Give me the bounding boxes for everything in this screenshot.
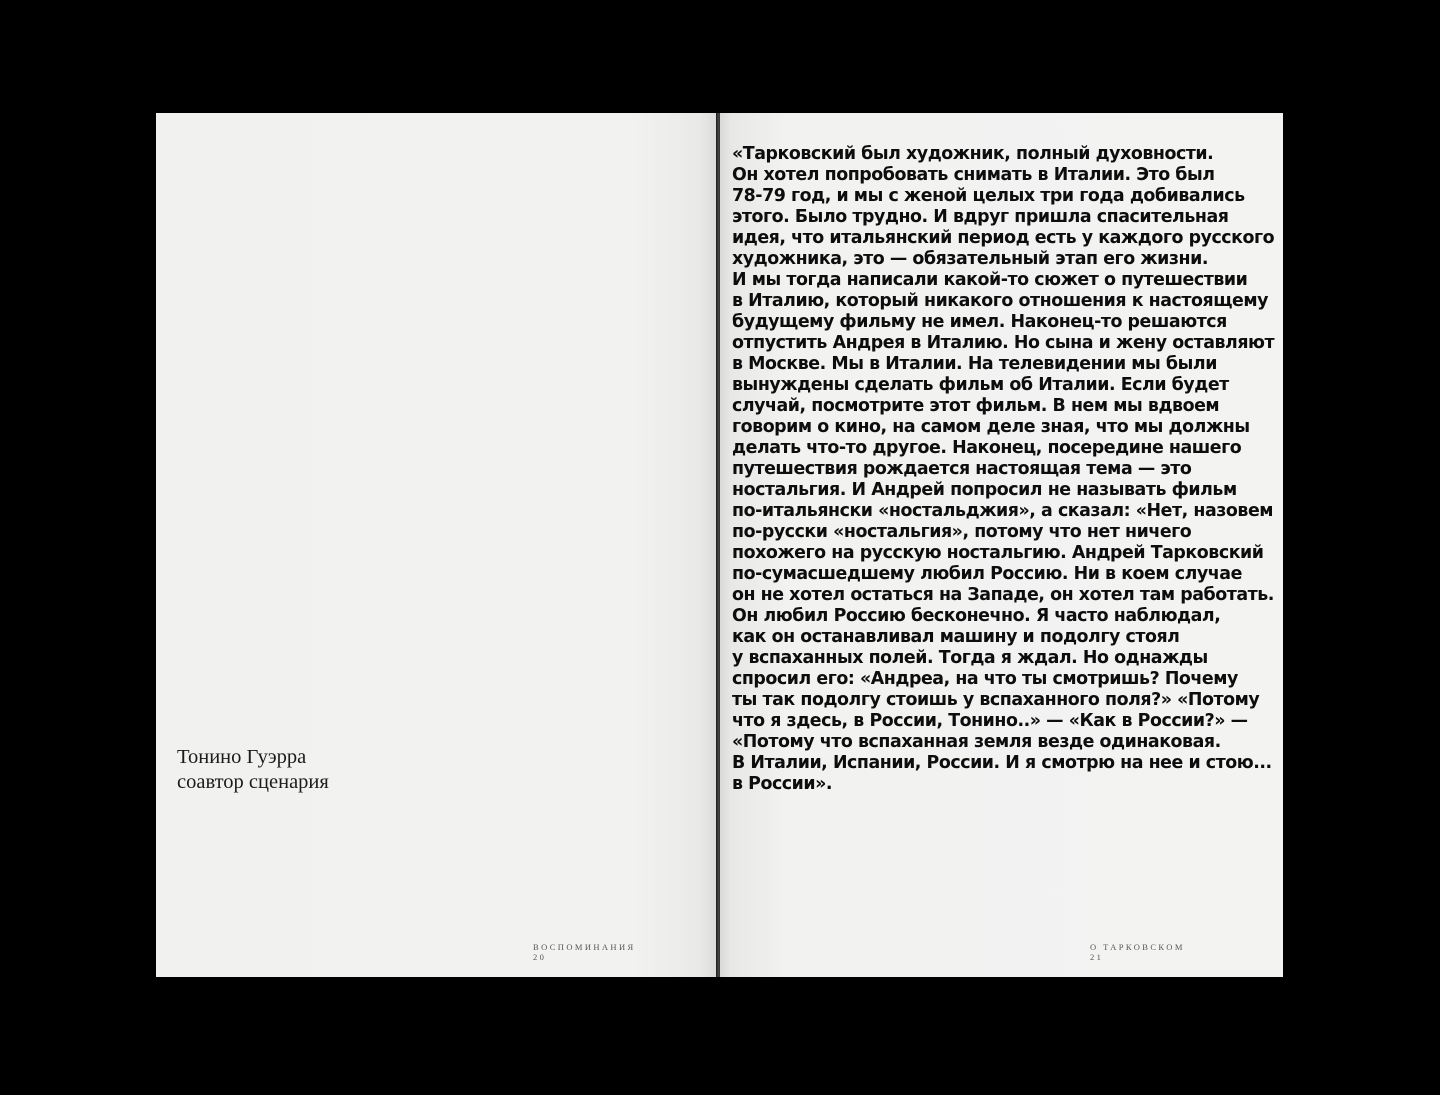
quote-line: будущему фильму не имел. Наконец-то решаются	[732, 312, 1227, 332]
quote-line: у вспаханных полей. Тогда я ждал. Но однажды	[732, 648, 1208, 668]
quote-line: идея, что итальянский период есть у каждого русского	[732, 228, 1275, 248]
author-role: соавтор сценария	[177, 771, 329, 793]
quote-line: ты так подолгу стоишь у вспаханного поля?» «Потому	[732, 690, 1260, 710]
quote-line: вынуждены сделать фильм об Италии. Если будет	[732, 375, 1229, 395]
left-page-number: 20	[533, 952, 547, 962]
quote-line: отпустить Андрея в Италию. Но сына и жену оставляют	[732, 333, 1275, 353]
quote-line: по-итальянски «ностальджия», а сказал: «Нет, назовем	[732, 501, 1274, 521]
right-page-number: 21	[1090, 952, 1104, 962]
quote-line: по-сумасшедшему любил Россию. Ни в коем случае	[732, 564, 1242, 584]
quote-line: в России».	[732, 774, 833, 794]
quote-line: Он любил Россию бесконечно. Я часто наблюдал,	[732, 606, 1221, 626]
quote-line: ностальгия. И Андрей попросил не называть фильм	[732, 480, 1237, 500]
quote-line: Он хотел попробовать снимать в Италии. Это был	[732, 165, 1215, 185]
author-credit	[177, 745, 329, 795]
left-folio	[533, 942, 636, 962]
quote-line: 78-79 год, и мы с женой целых три года добивались	[732, 186, 1245, 206]
quote-line: делать что-то другое. Наконец, посередине нашего	[732, 438, 1242, 458]
quote-line: он не хотел остаться на Западе, он хотел там работать.	[732, 585, 1274, 605]
quote-line: в Италию, который никакого отношения к настоящему	[732, 291, 1268, 311]
quote-line: этого. Было трудно. И вдруг пришла спасительная	[732, 207, 1229, 227]
quote-line: как он останавливал машину и подолгу стоял	[732, 627, 1180, 647]
right-page	[720, 113, 1283, 977]
quote-line: в Москве. Мы в Италии. На телевидении мы были	[732, 354, 1217, 374]
quote-line: И мы тогда написали какой-то сюжет о путешествии	[732, 270, 1248, 290]
quote-line: художника, это — обязательный этап его жизни.	[732, 249, 1209, 269]
quote-line: что я здесь, в России, Тонино..» — «Как в России?» —	[732, 711, 1248, 731]
quote-text	[732, 144, 1277, 795]
right-running-head: О ТАРКОВСКОМ	[1090, 942, 1185, 952]
left-page	[156, 113, 717, 977]
left-running-head: ВОСПОМИНАНИЯ	[533, 942, 636, 952]
quote-line: спросил его: «Андреа, на что ты смотришь? Почему	[732, 669, 1238, 689]
quote-line: путешествия рождается настоящая тема — это	[732, 459, 1192, 479]
right-folio	[1090, 942, 1185, 962]
quote-line: по-русски «ностальгия», потому что нет ничего	[732, 522, 1192, 542]
quote-line: говорим о кино, на самом деле зная, что мы должны	[732, 417, 1250, 437]
quote-line: случай, посмотрите этот фильм. В нем мы вдвоем	[732, 396, 1220, 416]
quote-line: В Италии, Испании, России. И я смотрю на нее и стою...	[732, 753, 1272, 773]
quote-line: похожего на русскую ностальгию. Андрей Тарковский	[732, 543, 1264, 563]
quote-line: «Тарковский был художник, полный духовности.	[732, 144, 1214, 164]
author-name: Тонино Гуэрра	[177, 746, 307, 768]
quote-line: «Потому что вспаханная земля везде одинаковая.	[732, 732, 1221, 752]
